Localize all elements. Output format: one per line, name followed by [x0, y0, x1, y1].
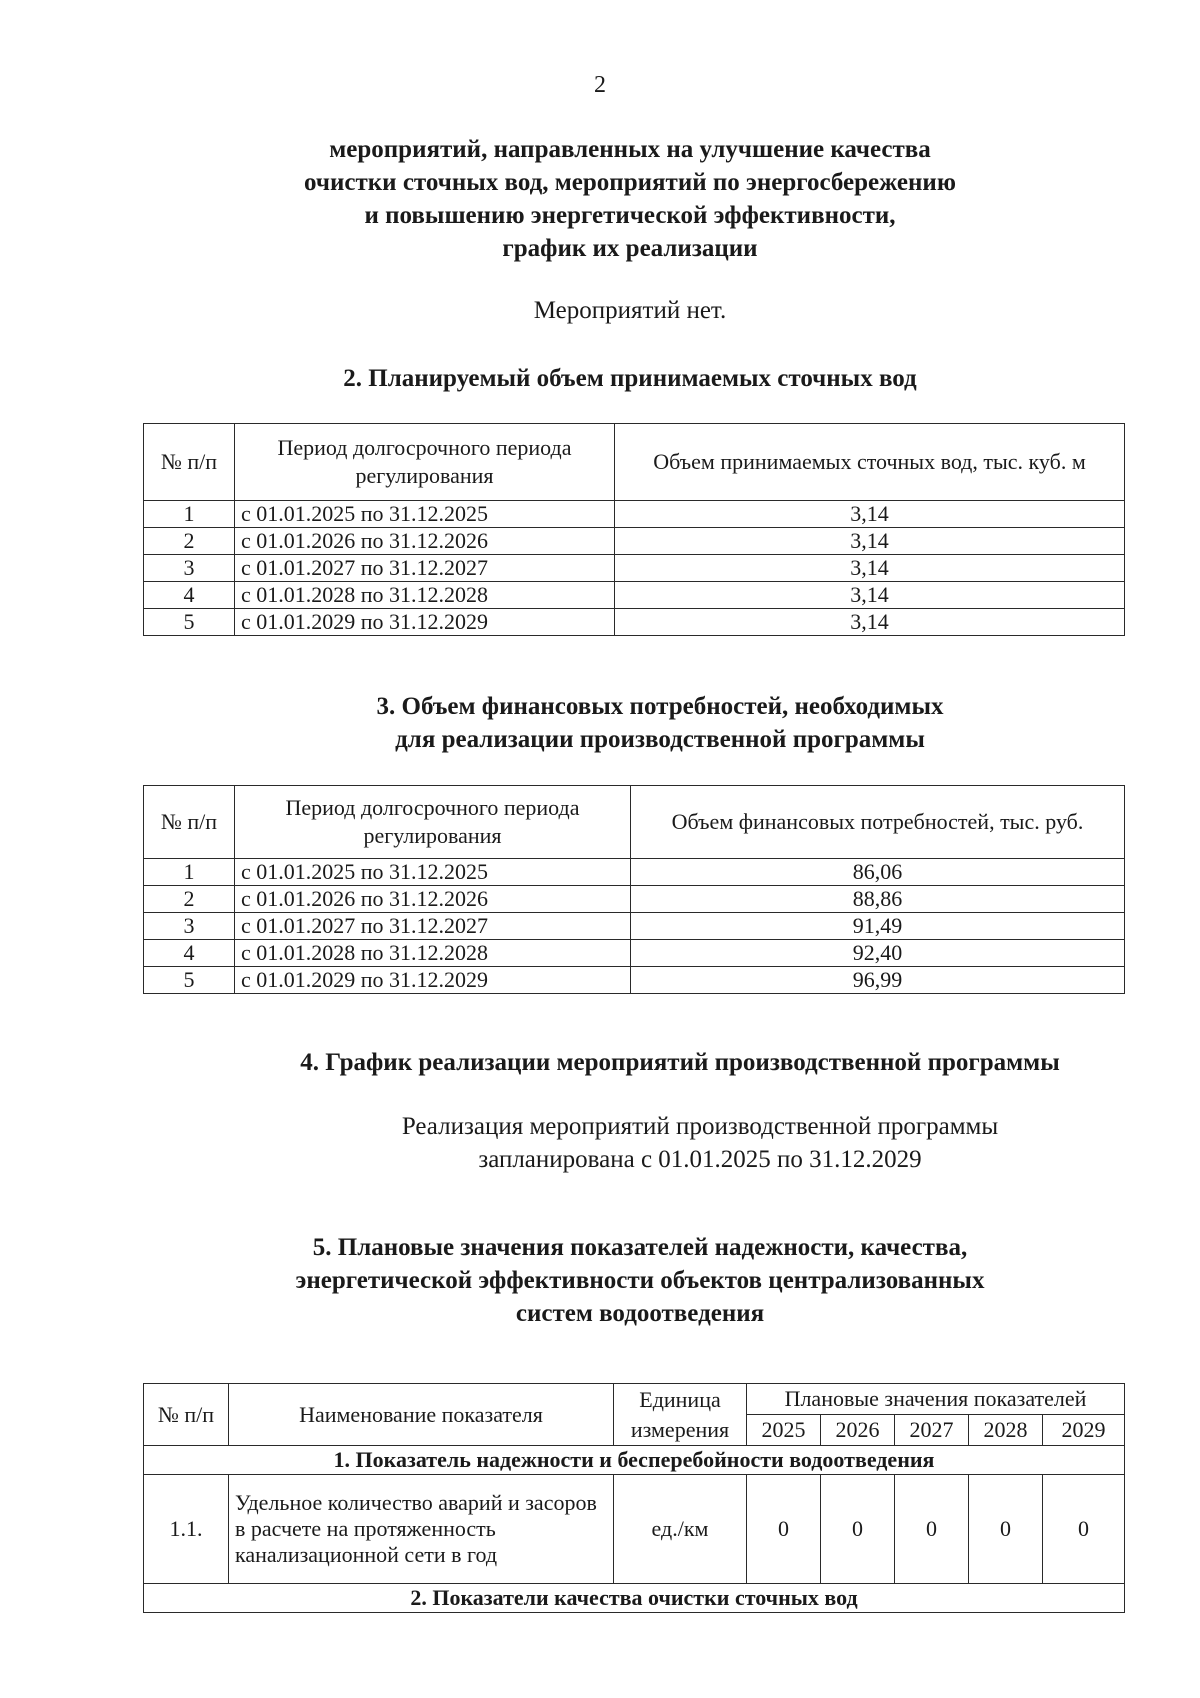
volume-table: [143, 423, 1125, 636]
page-number: 2: [594, 72, 606, 98]
row-period: с 01.01.2026 по 31.12.2026: [235, 886, 631, 913]
section3-title-line: для реализации производственной программы: [395, 726, 925, 753]
row-number: 1: [144, 501, 235, 528]
section4-text-line: Реализация мероприятий производственной программы: [401, 1113, 999, 1140]
col-header-unit: Единица измерения: [614, 1384, 747, 1446]
row-indicator-name: Удельное количество аварий и засоров в расчете на протяженность канализационной сети в год: [229, 1475, 614, 1584]
row-value: 0: [821, 1475, 895, 1584]
row-number: 1.1.: [144, 1475, 229, 1584]
indicators-table: [143, 1383, 1125, 1613]
section5-title-line: систем водоотведения: [515, 1300, 765, 1327]
row-unit: ед./км: [614, 1475, 747, 1584]
section4-text: [280, 1110, 1120, 1176]
table-row: [144, 886, 1125, 913]
table-row: [144, 609, 1125, 636]
row-value: 3,14: [615, 555, 1125, 582]
intro-heading-line: очистки сточных вод, мероприятий по энергосбережению: [304, 169, 956, 196]
row-value: 0: [895, 1475, 969, 1584]
row-value: 0: [969, 1475, 1043, 1584]
table-header-row: [144, 424, 1125, 501]
section5-title-line: 5. Плановые значения показателей надежности, качества,: [312, 1234, 968, 1261]
intro-heading: [190, 133, 1070, 265]
col-header-number: № п/п: [144, 786, 235, 859]
col-header-name: Наименование показателя: [229, 1384, 614, 1446]
row-value: 86,06: [631, 859, 1125, 886]
row-value: 3,14: [615, 582, 1125, 609]
row-number: 1: [144, 859, 235, 886]
section4-text-line: запланирована с 01.01.2025 по 31.12.2029: [478, 1146, 922, 1173]
table-row: [144, 967, 1125, 994]
table-row: [144, 555, 1125, 582]
section5-title: [190, 1231, 1090, 1330]
intro-heading-line: и повышению энергетической эффективности,: [364, 202, 896, 229]
year-header: 2029: [1043, 1415, 1125, 1446]
row-period: с 01.01.2026 по 31.12.2026: [235, 528, 615, 555]
row-number: 5: [144, 967, 235, 994]
year-header: 2026: [821, 1415, 895, 1446]
row-period: с 01.01.2028 по 31.12.2028: [235, 940, 631, 967]
row-value: 3,14: [615, 501, 1125, 528]
row-number: 2: [144, 886, 235, 913]
row-period: с 01.01.2028 по 31.12.2028: [235, 582, 615, 609]
table-row: [144, 582, 1125, 609]
table-header-row: [144, 1384, 1125, 1415]
table-row: [144, 913, 1125, 940]
row-number: 3: [144, 913, 235, 940]
group-row: [144, 1584, 1125, 1613]
row-value: 92,40: [631, 940, 1125, 967]
row-value: 88,86: [631, 886, 1125, 913]
table-row: [144, 528, 1125, 555]
table-row: [144, 940, 1125, 967]
section4-title: 4. График реализации мероприятий производственной программы: [300, 1049, 1060, 1076]
row-value: 0: [1043, 1475, 1125, 1584]
col-header-number: № п/п: [144, 424, 235, 501]
row-period: с 01.01.2025 по 31.12.2025: [235, 501, 615, 528]
table-header-row: [144, 786, 1125, 859]
finance-table: [143, 785, 1125, 994]
row-value: 96,99: [631, 967, 1125, 994]
col-header-volume: Объем принимаемых сточных вод, тыс. куб. м: [615, 424, 1125, 501]
row-period: с 01.01.2029 по 31.12.2029: [235, 967, 631, 994]
col-header-finance: Объем финансовых потребностей, тыс. руб.: [631, 786, 1125, 859]
col-header-period: Период долгосрочного периода регулирования: [235, 786, 631, 859]
col-header-number: № п/п: [144, 1384, 229, 1446]
row-number: 2: [144, 528, 235, 555]
row-number: 5: [144, 609, 235, 636]
intro-heading-line: график их реализации: [502, 235, 758, 262]
table-row: [144, 501, 1125, 528]
table-row: [144, 1475, 1125, 1584]
section2-title: 2. Планируемый объем принимаемых сточных вод: [343, 365, 917, 392]
row-period: с 01.01.2025 по 31.12.2025: [235, 859, 631, 886]
group-title: 1. Показатель надежности и бесперебойности водоотведения: [144, 1446, 1125, 1475]
row-number: 4: [144, 582, 235, 609]
section5-title-line: энергетической эффективности объектов централизованных: [295, 1267, 985, 1294]
section3-title-line: 3. Объем финансовых потребностей, необходимых: [376, 693, 944, 720]
row-value: 91,49: [631, 913, 1125, 940]
col-header-period: Период долгосрочного периода регулирования: [235, 424, 615, 501]
row-number: 3: [144, 555, 235, 582]
row-number: 4: [144, 940, 235, 967]
year-header: 2027: [895, 1415, 969, 1446]
row-period: с 01.01.2027 по 31.12.2027: [235, 913, 631, 940]
row-value: 0: [747, 1475, 821, 1584]
col-header-plan: Плановые значения показателей: [747, 1384, 1125, 1415]
section3-title: [230, 690, 1090, 756]
year-header: 2028: [969, 1415, 1043, 1446]
row-value: 3,14: [615, 528, 1125, 555]
group-row: [144, 1446, 1125, 1475]
no-measures-text: Мероприятий нет.: [533, 297, 727, 324]
row-value: 3,14: [615, 609, 1125, 636]
row-period: с 01.01.2027 по 31.12.2027: [235, 555, 615, 582]
intro-heading-line: мероприятий, направленных на улучшение качества: [329, 136, 931, 163]
year-header: 2025: [747, 1415, 821, 1446]
row-period: с 01.01.2029 по 31.12.2029: [235, 609, 615, 636]
group-title: 2. Показатели качества очистки сточных вод: [144, 1584, 1125, 1613]
table-row: [144, 859, 1125, 886]
